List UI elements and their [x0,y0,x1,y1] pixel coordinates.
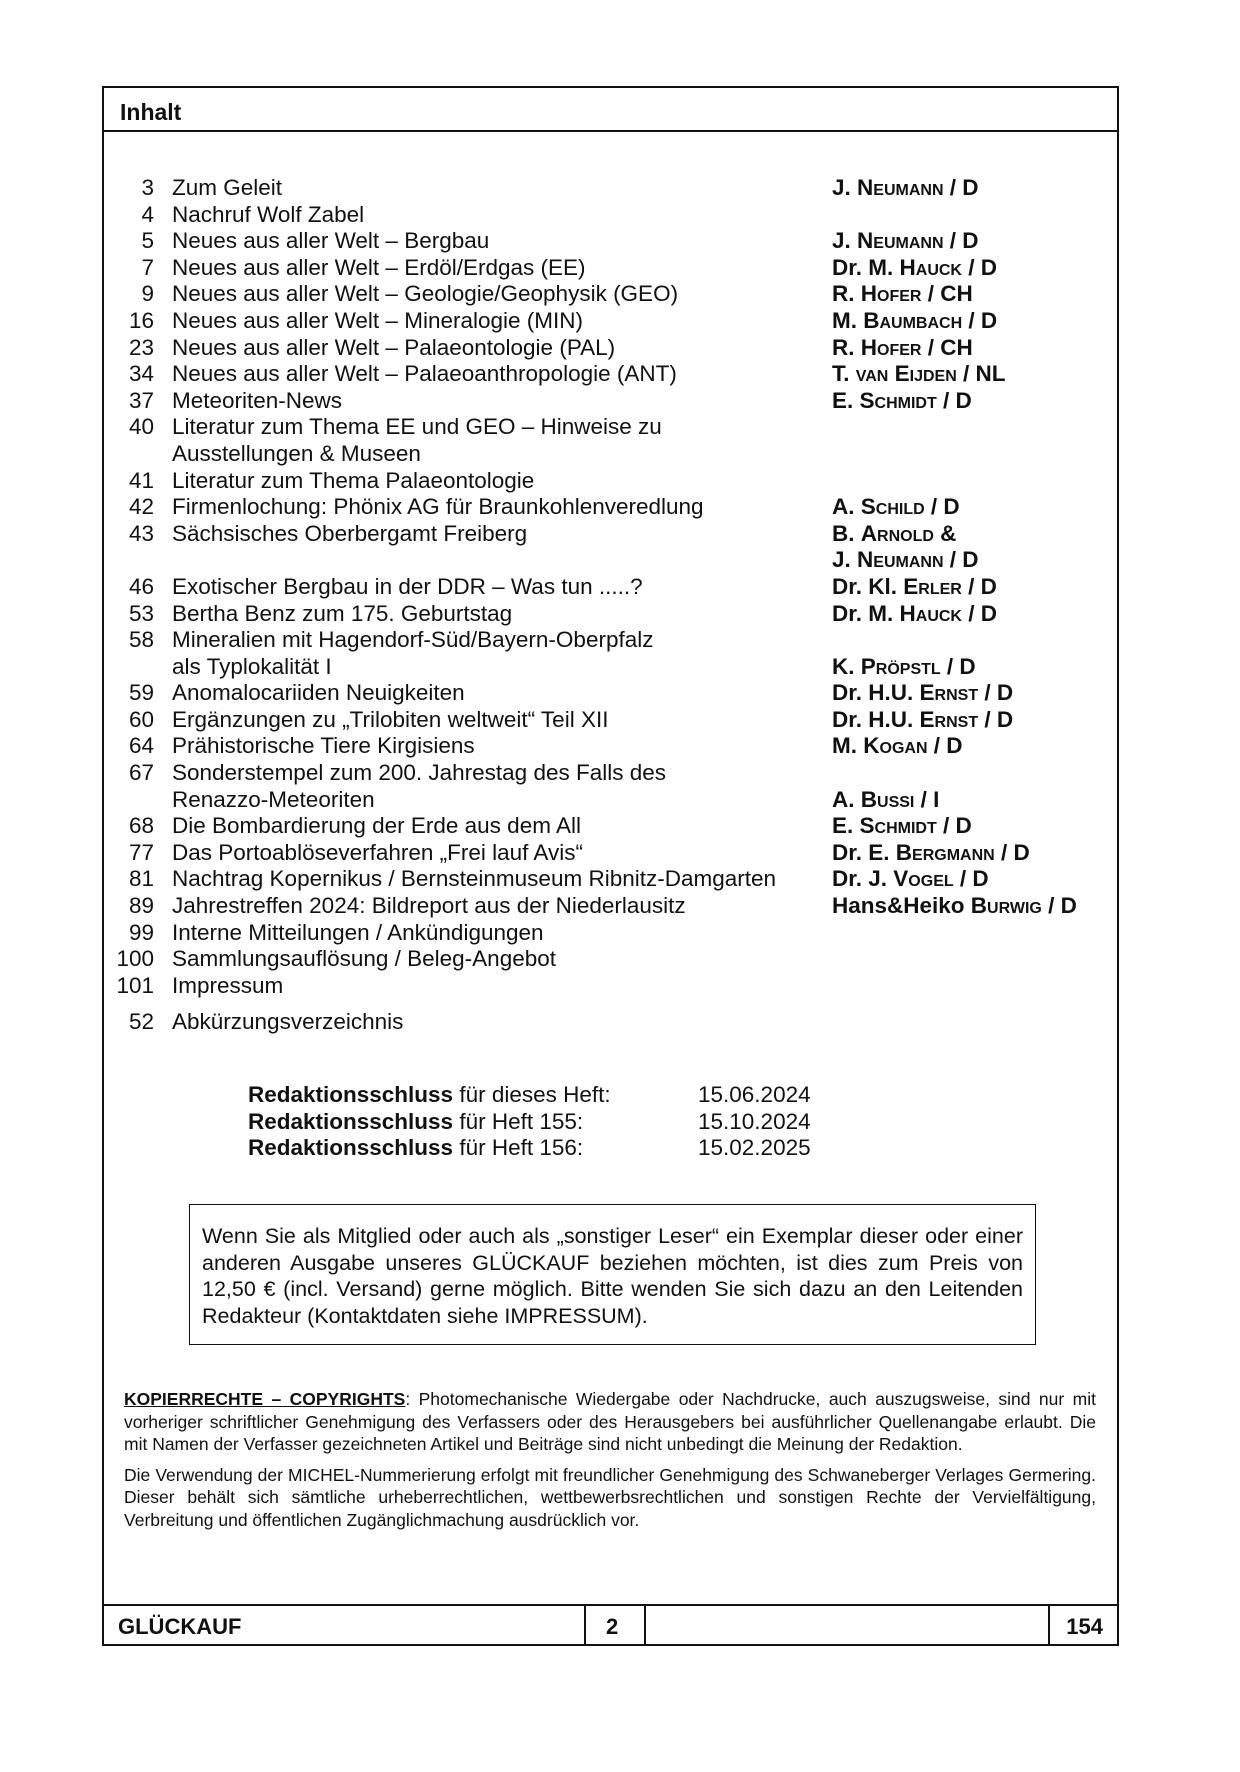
author-surname: Kogan [863,733,928,759]
author-text: & [933,520,957,546]
toc-row [110,494,1110,521]
toc-title: Die Bombardierung der Erde aus dem All [172,813,581,839]
toc-page-number: 60 [128,706,154,732]
toc-row [110,175,1110,202]
author-text: / D [961,254,997,280]
author-text: J. [832,175,858,200]
toc-author [832,228,1102,255]
toc-author [832,255,1102,282]
toc-page-number: 99 [128,919,154,945]
toc-row [110,574,1110,601]
author-surname: Neumann [857,175,944,200]
toc-row [110,787,1110,814]
toc-row [110,202,1110,229]
toc-row [110,920,1110,947]
footer-magazine: GLÜCKAUF [104,1606,586,1644]
author-text: / D [994,839,1030,865]
author-surname: Hofer [860,334,922,360]
toc-page-number: 3 [141,175,154,200]
toc-gap [110,999,1110,1009]
author-text: / D [927,733,963,759]
toc-page-number: 52 [128,1009,154,1035]
toc-title: Das Portoablöseverfahren „Frei lauf Avis“ [172,839,584,865]
toc-page-number: 5 [141,228,154,254]
toc-row [110,255,1110,282]
toc-page-number: 101 [116,972,154,998]
toc-author [832,601,1102,628]
toc-title: Neues aus aller Welt – Bergbau [172,228,490,254]
toc-title: Impressum [172,972,284,998]
toc-page-number: 64 [128,733,154,759]
author-surname: Schmidt [859,387,937,413]
toc-page-number: 40 [128,414,154,440]
author-surname: van Eijden [855,361,957,387]
toc-row [110,1009,1110,1036]
author-surname: Hofer [860,281,922,307]
toc-title: Zum Geleit [172,175,283,200]
footer-page-number: 2 [586,1606,646,1644]
author-text: / I [914,786,940,812]
toc-title: Neues aus aller Welt – Palaeontologie (PAL) [172,334,616,360]
toc-page-number: 16 [128,307,154,333]
author-text: E. [832,813,860,839]
toc-row [110,281,1110,308]
toc-row [110,308,1110,335]
author-text: J. [832,547,858,573]
toc-title: Sonderstempel zum 200. Jahrestag des Falls des [172,760,667,786]
toc-page-number: 89 [128,893,154,919]
author-text: Dr. M. [832,254,900,280]
author-surname: Bergmann [895,839,995,865]
toc-author [832,840,1102,867]
author-text: M. [832,307,864,333]
toc-page-number: 41 [128,467,154,493]
author-text: E. [832,387,860,413]
deadline-label [248,1135,698,1162]
toc-author [832,494,1102,521]
deadline-date: 15.10.2024 [698,1108,811,1134]
author-surname: Bussi [860,786,915,812]
author-surname: Baumbach [863,307,963,333]
author-text: T. [832,361,856,387]
deadline-label-bold: Redaktionsschluss [248,1135,454,1161]
deadline-row [248,1082,811,1109]
toc-author [832,308,1102,335]
deadline-label-bold: Redaktionsschluss [248,1082,454,1107]
toc-row [110,388,1110,415]
toc-page-number: 100 [116,946,154,972]
toc-author [832,388,1102,415]
toc-title: Neues aus aller Welt – Geologie/Geophysik (GEO) [172,281,679,307]
toc-author [832,680,1102,707]
author-text: / NL [956,361,1006,387]
author-surname: Schild [860,494,925,520]
toc-title: Mineralien mit Hagendorf-Süd/Bayern-Oberpfalz [172,627,654,653]
author-text: Dr. J. [832,866,894,892]
deadline-label [248,1082,698,1109]
toc-row [110,521,1110,548]
toc-row [110,414,1110,441]
author-text: / D [978,680,1014,706]
author-text: / D [961,600,997,626]
author-text: / D [961,573,997,599]
toc-title: Prähistorische Tiere Kirgisiens [172,733,475,759]
toc-row [110,654,1110,681]
page-header [102,86,1119,132]
author-text: / D [924,494,960,520]
toc-row [110,361,1110,388]
toc-title: Literatur zum Thema EE und GEO – Hinweise zu [172,414,662,440]
toc-author [832,361,1102,388]
deadline-row [248,1109,811,1136]
footer-blank-cell [646,1606,1050,1644]
footer-issue-number: 154 [1066,1614,1103,1639]
toc-row [110,680,1110,707]
toc-author [832,574,1102,601]
author-surname: Hauck [899,254,962,280]
toc-page-number: 53 [128,600,154,626]
deadline-date: 15.06.2024 [698,1082,811,1107]
toc-row [110,335,1110,362]
toc-row [110,733,1110,760]
copyright-text: : Photomechanische Wiedergabe oder Nachdrucke, auch auszugsweise, sind nur mit vorheriger schriftlicher Genehmigung des Verfassers oder des Herausgebers bei ausführlicher Quellenangabe erlaubt. Die mit Namen der Verfasser gezeichneten Artikel und Beiträge sind nicht unbedingt die Meinung der Redaktion. [124,1389,1096,1454]
toc-row [110,840,1110,867]
author-text: / D [943,547,979,573]
author-text: / CH [921,281,973,307]
toc-row [110,973,1110,1000]
toc-page-number: 46 [128,573,154,599]
author-text: A. [832,786,861,812]
toc-row [110,893,1110,920]
toc-page-number: 9 [141,281,154,307]
toc-title: Nachtrag Kopernikus / Bernsteinmuseum Ribnitz-Damgarten [172,866,777,892]
author-text: / D [936,387,972,413]
toc-row [110,627,1110,654]
author-surname: Burwig [970,893,1042,919]
toc-title: Renazzo-Meteoriten [172,786,375,812]
author-text: / D [953,866,989,892]
toc-author [832,893,1102,920]
toc-author [832,521,1102,548]
toc-author [832,654,1102,681]
author-text: / D [943,175,979,200]
author-surname: Neumann [857,547,944,573]
toc-author [832,866,1102,893]
toc-row [110,468,1110,495]
toc-page-number: 58 [128,627,154,653]
toc-author [832,787,1102,814]
toc-title: Neues aus aller Welt – Erdöl/Erdgas (EE) [172,254,586,280]
deadline-date: 15.02.2025 [698,1135,811,1161]
michel-paragraph: Die Verwendung der MICHEL-Nummerierung erfolgt mit freundlicher Genehmigung des Schwaneberger Verlages Germering. Dieser behält sich sämtliche urheberrechtlichen, wettbewerbsrechtlichen und sonstigen Rechte der Vervielfältigung, Verbreitung und öffentlichen Zugänglichmachung ausdrücklich vor. [124,1464,1096,1530]
toc-row [110,813,1110,840]
toc-row [110,946,1110,973]
deadline-label-rest: für Heft 155: [453,1108,584,1134]
author-surname: Schmidt [859,813,937,839]
table-of-contents [110,175,1110,1036]
author-surname: Hauck [899,600,962,626]
author-text: Dr. H.U. [832,680,920,706]
deadline-label-rest: für dieses Heft: [453,1082,611,1107]
deadline-label-rest: für Heft 156: [453,1135,584,1161]
toc-title: Nachruf Wolf Zabel [172,201,365,227]
author-text: / D [962,307,998,333]
deadline-row [248,1135,811,1162]
toc-title: Anomalocariiden Neuigkeiten [172,680,465,706]
deadline-label-bold: Redaktionsschluss [248,1108,454,1134]
toc-page-number: 42 [128,494,154,520]
toc-author [832,547,1102,574]
toc-title: Sammlungsauflösung / Beleg-Angebot [172,946,556,972]
toc-title: Exotischer Bergbau in der DDR – Was tun .....? [172,573,643,599]
toc-row [110,441,1110,468]
copyright-paragraph [124,1388,1096,1456]
toc-page-number: 23 [128,334,154,360]
copyright-keyword: KOPIERRECHTE – COPYRIGHTS [124,1389,406,1409]
toc-page-number: 43 [128,520,154,546]
toc-title: Interne Mitteilungen / Ankündigungen [172,919,544,945]
toc-row [110,760,1110,787]
toc-row [110,228,1110,255]
page-title: Inhalt [120,99,182,125]
toc-page-number: 77 [128,839,154,865]
toc-title: Neues aus aller Welt – Mineralogie (MIN) [172,307,583,333]
toc-title: als Typlokalität I [172,653,332,679]
author-surname: Neumann [857,228,944,254]
author-text: / D [936,813,972,839]
deadline-label [248,1109,698,1136]
toc-page-number: 7 [141,254,154,280]
author-text: Dr. H.U. [832,706,920,732]
author-surname: Erler [903,573,962,599]
author-surname: Ernst [919,680,979,706]
deadline-list [248,1082,811,1162]
toc-author [832,733,1102,760]
author-text: / CH [921,334,973,360]
author-text: B. [832,520,861,546]
author-surname: Ernst [919,706,979,732]
toc-row [110,547,1110,574]
toc-row [110,866,1110,893]
toc-page-number: 4 [141,201,154,227]
author-text: / D [940,653,976,679]
author-text: / D [943,228,979,254]
author-text: / D [978,706,1014,732]
author-surname: Arnold [860,520,934,546]
copyright-notice [124,1388,1096,1539]
author-text: A. [832,494,861,520]
toc-title: Bertha Benz zum 175. Geburtstag [172,600,513,626]
toc-author [832,175,1102,202]
author-surname: Vogel [893,866,954,892]
author-text: R. [832,281,861,307]
author-text: J. [832,228,858,254]
author-text: Dr. M. [832,600,900,626]
toc-row [110,601,1110,628]
info-box [189,1204,1036,1345]
toc-title: Meteoriten-News [172,387,343,413]
author-text: Dr. Kl. [832,573,904,599]
toc-page-number: 81 [128,866,154,892]
author-surname: Pröpstl [860,653,941,679]
toc-page-number: 68 [128,813,154,839]
toc-page-number: 34 [128,361,154,387]
toc-title: Neues aus aller Welt – Palaeoanthropologie (ANT) [172,361,677,387]
toc-title: Sächsisches Oberbergamt Freiberg [172,520,528,546]
toc-row [110,707,1110,734]
author-text: R. [832,334,861,360]
author-text: M. [832,733,864,759]
author-text: Dr. E. [832,839,896,865]
toc-title: Abkürzungsverzeichnis [172,1009,404,1035]
toc-page-number: 67 [128,760,154,786]
author-text: K. [832,653,861,679]
toc-author [832,335,1102,362]
toc-title: Literatur zum Thema Palaeontologie [172,467,535,493]
toc-title: Ausstellungen & Museen [172,440,421,466]
page-footer [102,1604,1119,1646]
toc-author [832,813,1102,840]
toc-page-number: 59 [128,680,154,706]
author-text: / D [1041,893,1077,919]
author-text: Hans&Heiko [832,893,971,919]
info-box-text: Wenn Sie als Mitglied oder auch als „sonstiger Leser“ ein Exemplar dieser oder einer anderen Ausgabe unseres GLÜCKAUF beziehen möchten, ist dies zum Preis von 12,50 € (incl. Versand) gerne möglich. Bitte wenden Sie sich dazu an den Leitenden Redakteur (Kontaktdaten siehe IMPRESSUM). [202,1224,1023,1328]
toc-author [832,281,1102,308]
toc-page-number: 37 [128,387,154,413]
toc-author [832,707,1102,734]
toc-title: Jahrestreffen 2024: Bildreport aus der Niederlausitz [172,893,686,919]
toc-title: Firmenlochung: Phönix AG für Braunkohlenveredlung [172,494,704,520]
toc-title: Ergänzungen zu „Trilobiten weltweit“ Teil XII [172,706,609,732]
